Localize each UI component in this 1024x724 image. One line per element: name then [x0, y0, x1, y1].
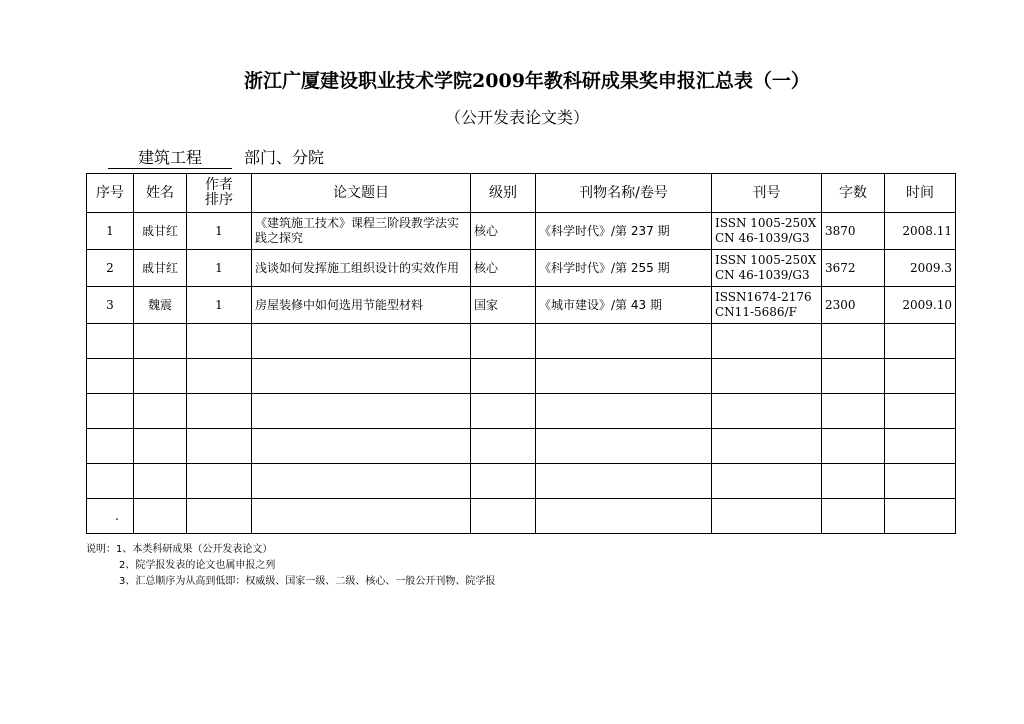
header-author-order [187, 174, 252, 213]
cell-no: 1 [87, 213, 134, 250]
cell-word-count: 3870 [822, 213, 885, 250]
department-line [108, 145, 324, 169]
cell-issn-line1: ISSN1674-2176 [715, 290, 812, 304]
header-author-order-line1: 作者 [205, 177, 233, 193]
header-paper-title: 论文题目 [252, 174, 471, 213]
cell-word-count: 2300 [822, 287, 885, 324]
cell-issn [712, 287, 822, 324]
empty-row [87, 429, 956, 464]
note-1: 说明：1、本类科研成果（公开发表论文） [86, 544, 273, 555]
cell-date: 2008.11 [885, 213, 956, 250]
cell-name: 戚甘红 [134, 250, 187, 287]
summary-table [86, 173, 956, 534]
header-journal: 刊物名称/卷号 [536, 174, 712, 213]
last-row-mark: . [87, 499, 134, 534]
cell-no: 3 [87, 287, 134, 324]
table-row [87, 287, 956, 324]
cell-no: 2 [87, 250, 134, 287]
note-3: 3、汇总顺序为从高到低即：权威级、国家一级、二级、核心、一般公开刊物、院学报 [119, 576, 496, 587]
cell-journal: 《城市建设》/第 43 期 [536, 287, 712, 324]
cell-level: 核心 [471, 250, 536, 287]
cell-issn-line2: CN 46-1039/G3 [715, 268, 810, 282]
cell-issn [712, 250, 822, 287]
cell-order: 1 [187, 213, 252, 250]
page-title: 浙江广厦建设职业技术学院2009年教科研成果奖申报汇总表（一） [244, 70, 810, 92]
header-name: 姓名 [134, 174, 187, 213]
empty-row [87, 464, 956, 499]
cell-word-count: 3672 [822, 250, 885, 287]
table-row [87, 213, 956, 250]
cell-level: 核心 [471, 213, 536, 250]
header-no: 序号 [87, 174, 134, 213]
header-author-order-line2: 排序 [205, 192, 233, 208]
empty-row [87, 394, 956, 429]
cell-issn-line2: CN11-5686/F [715, 305, 797, 319]
header-level: 级别 [471, 174, 536, 213]
cell-date: 2009.10 [885, 287, 956, 324]
empty-row [87, 499, 956, 534]
cell-date: 2009.3 [885, 250, 956, 287]
cell-name: 戚甘红 [134, 213, 187, 250]
cell-journal: 《科学时代》/第 255 期 [536, 250, 712, 287]
header-date: 时间 [885, 174, 956, 213]
department-suffix: 部门、分院 [244, 148, 325, 167]
table-header-row [87, 174, 956, 213]
page-subtitle: （公开发表论文类） [444, 108, 589, 127]
cell-paper-title: 《建筑施工技术》课程三阶段教学法实践之探究 [252, 213, 471, 250]
empty-row [87, 324, 956, 359]
cell-paper-title: 房屋装修中如何选用节能型材料 [252, 287, 471, 324]
cell-issn [712, 213, 822, 250]
empty-row [87, 359, 956, 394]
cell-order: 1 [187, 250, 252, 287]
cell-issn-line1: ISSN 1005-250X [715, 216, 817, 230]
table-row [87, 250, 956, 287]
cell-journal: 《科学时代》/第 237 期 [536, 213, 712, 250]
cell-issn-line2: CN 46-1039/G3 [715, 231, 810, 245]
cell-level: 国家 [471, 287, 536, 324]
cell-name: 魏震 [134, 287, 187, 324]
note-2: 2、院学报发表的论文也属申报之列 [119, 560, 276, 571]
cell-issn-line1: ISSN 1005-250X [715, 253, 817, 267]
header-word-count: 字数 [822, 174, 885, 213]
cell-order: 1 [187, 287, 252, 324]
header-issn: 刊号 [712, 174, 822, 213]
cell-paper-title: 浅谈如何发挥施工组织设计的实效作用 [252, 250, 471, 287]
notes [86, 542, 495, 590]
department-name: 建筑工程 [108, 145, 232, 169]
